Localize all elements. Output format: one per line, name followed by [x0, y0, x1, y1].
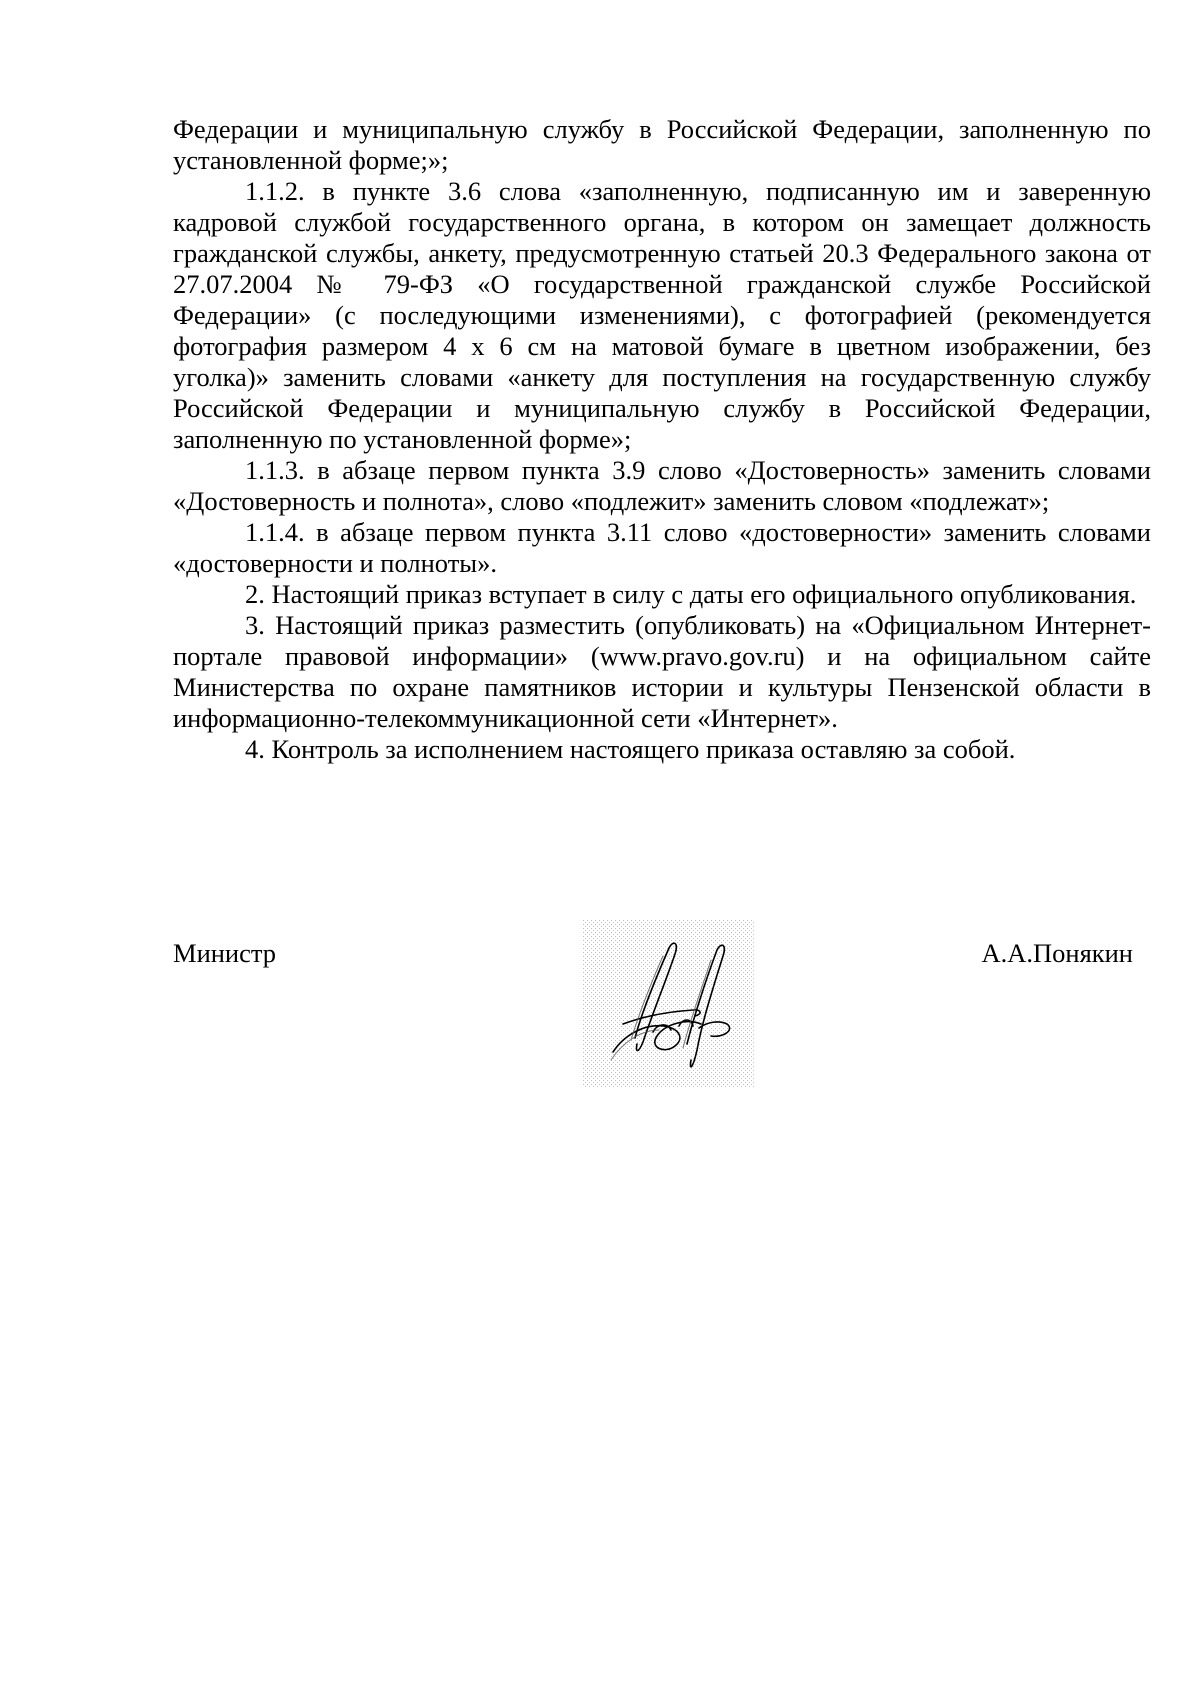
paragraph-item-1-1-2: 1.1.2. в пункте 3.6 слова «заполненную, подписанную им и заверенную кадровой службой государственного органа, в котором он замещает должность гражданской службы, анкету, предусмотренную статьей 20.3 Федерального закона от 27.07.2004 № 79-ФЗ «О государственной гражданской службе Российской Федерации» (с последующими изменениями), с фотографией (рекомендуется фотография размером 4 х 6 см на матовой бумаге в цветном изображении, без уголка)» заменить словами «анкету для поступления на государственную службу Российской Федерации и муниципальную службу в Российской Федерации, заполненную по установленной форме»; — [173, 176, 1151, 454]
paragraph-item-1-1-4: 1.1.4. в абзаце первом пункта 3.11 слово «достоверности» заменить словами «достоверности и полноты». — [173, 517, 1151, 578]
signer-name: А.А.Понякин — [981, 938, 1133, 968]
handwritten-signature — [583, 920, 755, 1088]
document-body — [173, 114, 1151, 765]
paragraph-item-2: 2. Настоящий приказ вступает в силу с даты его официального опубликования. — [245, 579, 1137, 609]
signer-title: Министр — [173, 938, 277, 968]
paragraph-continuation: Федерации и муниципальную службу в Российской Федерации, заполненную по установленной форме;»; — [173, 114, 1151, 175]
paragraph-item-4: 4. Контроль за исполнением настоящего приказа оставляю за собой. — [245, 734, 1016, 764]
paragraph-item-3: 3. Настоящий приказ разместить (опубликовать) на «Официальном Интернет-портале правовой информации» (www.pravo.gov.ru) и на официальном сайте Министерства по охране памятников истории и культуры Пензенской области в информационно-телекоммуникационной сети «Интернет». — [173, 610, 1151, 733]
paragraph-item-1-1-3: 1.1.3. в абзаце первом пункта 3.9 слово «Достоверность» заменить словами «Достоверность и полнота», слово «подлежит» заменить словом «подлежат»; — [173, 455, 1151, 516]
signature-block — [173, 920, 1133, 1120]
